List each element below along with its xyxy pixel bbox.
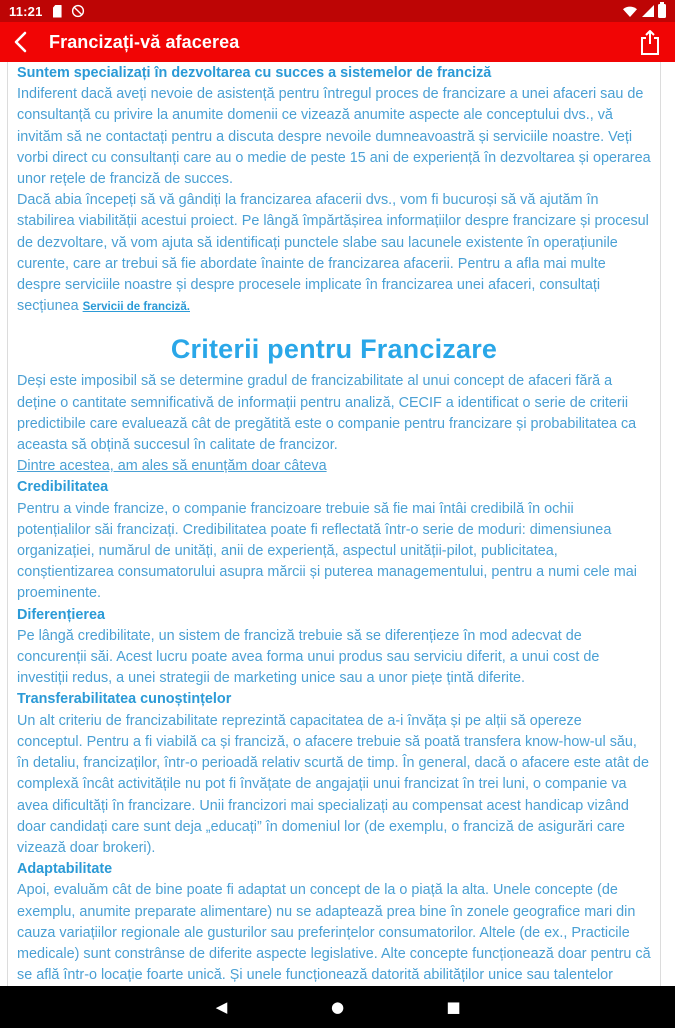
section-heading-adaptabilitate: Adaptabilitate [17,861,113,878]
article-panel [7,62,661,986]
section-body-adaptabilitate: Apoi, evaluăm cât de bine poate fi adaptat un concept de la o piață la alta. Unele concepte (de exemplu, anumite preparate alimentare) nu se adaptează prea bine în zonele geografice mari din cauza variațiilor regionale ale gusturilor sau preferințelor consumatorilor. Altele (de ex., Practicile medicale) sunt constrânse de diferite aspecte legislative. Alte concepte funcționează doar pentru că se află într-o locație foarte unică. Și unele funcționează datorită abilităților unice sau talentelor [17,882,651,984]
intro-paragraph-2 [17,190,651,318]
app-bar [0,22,675,62]
services-link[interactable]: Servicii de franciză. [82,301,190,314]
back-chevron-icon [14,31,27,53]
do-not-disturb-icon [71,4,85,18]
section-body-transferabilitatea: Un alt criteriu de francizabilitate reprezintă capacitatea de a-i învăța și pe alții să opereze conceptul. Pentru a fi viabilă ca și franciză, o afacere trebuie să poată transfera know-how-ul său, în detaliu, francizaților, într-o perioadă relativ scurtă de timp. În general, dacă o afacere este atât de complexă încât activitățile nu pot fi învățate de angajații unui francizat în trei luni, o companie va avea dificultăți în francizare. Unii francizori mai specializați au compensat acest handicap vizând doar candidați care sunt deja „educați” în domeniul lor (de exemplu, o franciză de asigurări care vizează doar brokeri). [17,712,649,856]
nav-recents-button[interactable] [444,997,464,1016]
nav-home-icon: ● [330,997,345,1016]
section-heading-transferabilitatea: Transferabilitatea cunoștințelor [17,691,232,708]
nav-home-button[interactable] [328,997,348,1016]
nav-recents-icon: ■ [446,997,461,1016]
status-time: 11:21 [9,3,43,19]
app-bar-title: Francizați-vă afacerea [49,31,240,52]
section-heading-diferentierea: Diferențierea [17,606,105,623]
battery-icon [658,4,666,18]
criteria-intro: Deși este imposibil să se determine gradul de francizabilitate al unui concept de afaceri fără a deține o cantitate semnificativă de informații pentru analiză, CECIF a identificat o serie de criterii predictibile care evaluează cât de pregătită este o companie pentru francizare și probabilitatea ca aceasta să obțină succesul în calitate de francizor. [17,373,637,454]
section-heading-credibilitatea: Credibilitatea [17,479,109,496]
wifi-icon [622,4,638,18]
intro-paragraph-2-text: Dacă abia începeți să vă gândiți la francizarea afacerii dvs., vom fi bucuroși să vă ajutăm în stabilirea viabilității acestui proiect. Pe lângă împărtășirea informațiilor despre francizare și procesul de dezvoltare, vă vom ajuta să identificați punctele slabe sau lacunele existente în operațiunile curente, care ar trebui să fie abordate înainte de francizarea afacerii. Pentru a afla mai multe despre serviciile noastre și despre procesele implicate în francizarea unei afaceri, consultați secțiunea [17,192,649,315]
android-nav-bar [0,986,675,1028]
section-body-credibilitatea: Pentru a vinde francize, o companie francizoare trebuie să fie mai întâi credibilă în ochii potențialilor săi francizați. Credibilitatea poate fi reflectată într-o serie de moduri: dimensiunea organizației, numărul de unități, anii de experiență, aspectul unității-pilot, publicitatea, conștientizarea consumatorului asupra mărcii și puterea managementului, pentru a numi cele mai proeminente. [17,500,637,602]
share-button[interactable] [639,29,661,56]
criteria-note-link[interactable]: Dintre acestea, am ales să enunțăm doar câteva [17,458,327,475]
content-scroll-area[interactable] [0,62,675,986]
sd-card-icon [53,5,62,18]
section-body-diferentierea: Pe lângă credibilitate, un sistem de franciză trebuie să se diferențieze în mod adecvat de concurenții săi. Acest lucru poate avea forma unui produs sau serviciu diferit, a unui cost de investiții redus, a unei strategii de marketing unice sau a unor piețe țintă diferite. [17,627,600,687]
share-icon [639,29,661,56]
cellular-signal-icon [641,4,655,18]
back-button[interactable] [14,31,33,53]
main-heading: Criterii pentru Francizare [170,334,498,365]
nav-back-icon: ◀ [215,997,228,1016]
intro-heading: Suntem specializați în dezvoltarea cu succes a sistemelor de franciză [17,65,492,81]
status-bar [0,0,675,22]
intro-paragraph-1: Indiferent dacă aveți nevoie de asistență pentru întregul proces de francizare a unei afaceri sau de consultanță cu privire la anumite domenii ce vizează anumite aspecte ale conceptului dvs., vă invităm să ne contactați pentru a discuta despre nevoile dumneavoastră și serviciile noastre. Veți vorbi direct cu consultanți care au o medie de peste 15 ani de experiență în dezvoltarea și operarea unor rețele de franciză de succes. [17,86,651,188]
nav-back-button[interactable] [212,997,232,1016]
